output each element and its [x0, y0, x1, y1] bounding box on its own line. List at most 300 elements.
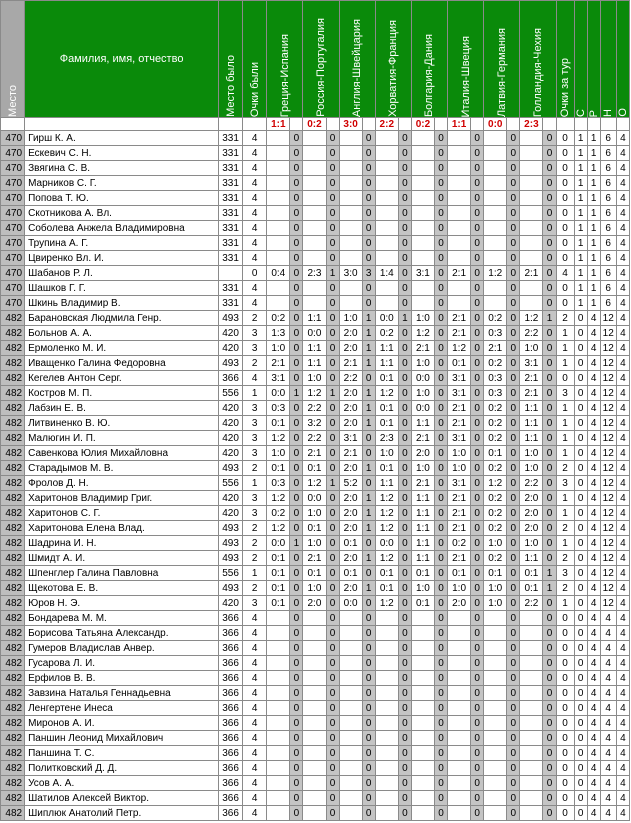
prediction-points-cell: 0	[543, 716, 556, 731]
n-cell: 4	[600, 671, 616, 686]
name-cell: Шадрина И. Н.	[25, 536, 219, 551]
prediction-points-cell: 0	[326, 191, 339, 206]
prediction-cell: 2:3	[303, 266, 326, 281]
prediction-cell: 1:0	[484, 536, 507, 551]
prediction-points-cell: 0	[434, 266, 447, 281]
n-cell: 4	[600, 776, 616, 791]
c-cell: 0	[574, 611, 587, 626]
tour-points-cell: 2	[556, 521, 574, 536]
prev-points-cell: 3	[243, 326, 267, 341]
prediction-cell	[375, 731, 398, 746]
prediction-cell	[520, 701, 543, 716]
prediction-points-cell: 0	[543, 791, 556, 806]
prediction-points-cell: 0	[471, 416, 484, 431]
prediction-cell: 1:0	[375, 446, 398, 461]
prediction-cell	[520, 191, 543, 206]
prediction-points-cell: 0	[434, 296, 447, 311]
prediction-cell: 0:1	[375, 371, 398, 386]
prediction-cell: 2:1	[448, 266, 471, 281]
tour-points-cell: 0	[556, 701, 574, 716]
prediction-points-cell: 0	[471, 536, 484, 551]
prediction-points-cell: 0	[326, 356, 339, 371]
prediction-cell	[267, 131, 290, 146]
prediction-points-cell: 0	[507, 611, 520, 626]
prediction-cell	[339, 806, 362, 821]
prediction-cell	[339, 686, 362, 701]
prediction-cell	[267, 656, 290, 671]
prediction-points-cell: 0	[362, 626, 375, 641]
prev-place-cell: 331	[219, 191, 243, 206]
prediction-cell: 2:1	[484, 341, 507, 356]
r-cell: 1	[587, 191, 600, 206]
prediction-cell: 3:2	[303, 416, 326, 431]
prediction-points-cell: 0	[543, 641, 556, 656]
r-cell: 1	[587, 131, 600, 146]
prediction-points-cell: 0	[543, 221, 556, 236]
r-cell: 1	[587, 161, 600, 176]
prediction-points-cell: 0	[507, 221, 520, 236]
prediction-points-cell: 0	[507, 686, 520, 701]
prediction-points-cell: 0	[326, 656, 339, 671]
prediction-points-cell: 0	[434, 671, 447, 686]
table-row	[1, 701, 630, 716]
prediction-cell: 1:2	[375, 506, 398, 521]
prediction-points-cell: 0	[290, 491, 303, 506]
prediction-cell: 2:1	[339, 356, 362, 371]
prediction-cell	[375, 251, 398, 266]
c-cell: 0	[574, 581, 587, 596]
prediction-points-cell: 0	[471, 446, 484, 461]
prediction-cell: 3:0	[339, 266, 362, 281]
prev-points-cell: 4	[243, 806, 267, 821]
name-cell: Попова Т. Ю.	[25, 191, 219, 206]
prediction-points-cell: 0	[507, 191, 520, 206]
r-cell: 4	[587, 731, 600, 746]
prediction-points-cell: 0	[290, 371, 303, 386]
prediction-points-cell: 0	[290, 206, 303, 221]
prediction-cell: 2:0	[339, 326, 362, 341]
prediction-points-cell: 0	[471, 761, 484, 776]
r-cell: 4	[587, 551, 600, 566]
prev-points-cell: 4	[243, 761, 267, 776]
r-cell: 1	[587, 206, 600, 221]
prev-points-cell: 2	[243, 551, 267, 566]
header-name: Фамилия, имя, отчество	[25, 1, 219, 118]
tour-points-cell: 1	[556, 491, 574, 506]
n-cell: 4	[600, 656, 616, 671]
prediction-cell: 2:1	[448, 311, 471, 326]
prev-points-cell: 4	[243, 131, 267, 146]
prediction-points-cell: 0	[362, 806, 375, 821]
prediction-points-cell: 0	[326, 596, 339, 611]
place-cell: 482	[1, 341, 25, 356]
name-cell: Паншин Леонид Михайлович	[25, 731, 219, 746]
place-cell: 482	[1, 566, 25, 581]
prediction-cell: 2:1	[448, 326, 471, 341]
prediction-points-cell: 0	[434, 191, 447, 206]
prediction-points-cell: 0	[507, 746, 520, 761]
blank-cell	[1, 118, 25, 131]
o-cell: 4	[616, 281, 629, 296]
prediction-cell	[484, 206, 507, 221]
prediction-points-cell: 0	[471, 401, 484, 416]
prediction-cell	[267, 791, 290, 806]
prediction-cell	[267, 221, 290, 236]
prediction-points-cell: 0	[290, 626, 303, 641]
prediction-cell	[411, 746, 434, 761]
prediction-cell	[267, 776, 290, 791]
o-cell: 4	[616, 641, 629, 656]
name-cell: Шашков Г. Г.	[25, 281, 219, 296]
prediction-cell	[267, 206, 290, 221]
prediction-cell: 0:1	[267, 566, 290, 581]
prediction-cell	[411, 296, 434, 311]
header-o: О	[616, 1, 629, 118]
prediction-points-cell: 0	[362, 731, 375, 746]
prediction-points-cell: 0	[434, 326, 447, 341]
prediction-points-cell: 0	[471, 656, 484, 671]
table-row	[1, 371, 630, 386]
prediction-cell: 1:0	[303, 536, 326, 551]
prediction-points-cell: 0	[398, 176, 411, 191]
prediction-points-cell: 0	[326, 236, 339, 251]
prediction-points-cell: 0	[543, 731, 556, 746]
tour-points-cell: 0	[556, 626, 574, 641]
prediction-cell: 0:0	[411, 371, 434, 386]
prediction-points-cell: 0	[398, 401, 411, 416]
prediction-cell	[411, 221, 434, 236]
place-cell: 482	[1, 311, 25, 326]
prediction-cell: 2:0	[339, 581, 362, 596]
prediction-cell: 2:2	[520, 596, 543, 611]
prediction-points-cell: 0	[434, 806, 447, 821]
prediction-points-cell: 0	[543, 191, 556, 206]
prediction-points-cell: 0	[434, 236, 447, 251]
o-cell: 4	[616, 686, 629, 701]
header-place: Место	[1, 1, 25, 118]
prediction-cell: 1:1	[520, 551, 543, 566]
table-row	[1, 176, 630, 191]
prediction-points-cell: 0	[543, 296, 556, 311]
prediction-cell	[339, 221, 362, 236]
header-match-6: Италия-Швеция	[448, 1, 484, 118]
r-cell: 1	[587, 266, 600, 281]
prediction-points-cell: 0	[471, 791, 484, 806]
prediction-points-cell: 0	[471, 671, 484, 686]
tour-points-cell: 0	[556, 776, 574, 791]
prediction-points-cell: 0	[326, 536, 339, 551]
prediction-cell: 5:2	[339, 476, 362, 491]
prediction-cell	[520, 131, 543, 146]
prev-place-cell: 366	[219, 371, 243, 386]
prediction-cell	[484, 776, 507, 791]
c-cell: 0	[574, 461, 587, 476]
prediction-points-cell: 0	[434, 761, 447, 776]
prediction-cell	[339, 176, 362, 191]
prediction-points-cell: 0	[434, 776, 447, 791]
place-cell: 482	[1, 356, 25, 371]
n-cell: 12	[600, 551, 616, 566]
prediction-cell	[484, 221, 507, 236]
prediction-cell: 0:1	[448, 566, 471, 581]
prediction-points-cell: 0	[434, 611, 447, 626]
table-row	[1, 386, 630, 401]
r-cell: 1	[587, 281, 600, 296]
prediction-cell: 2:0	[339, 461, 362, 476]
prediction-cell	[411, 161, 434, 176]
prediction-points-cell: 1	[362, 581, 375, 596]
prediction-points-cell: 0	[398, 506, 411, 521]
prediction-cell	[375, 176, 398, 191]
prev-place-cell: 420	[219, 401, 243, 416]
table-row	[1, 731, 630, 746]
prediction-cell: 0:1	[339, 536, 362, 551]
prediction-points-cell: 0	[362, 236, 375, 251]
prediction-cell: 1:0	[339, 311, 362, 326]
prediction-cell: 1:0	[411, 356, 434, 371]
prediction-cell	[520, 641, 543, 656]
prediction-cell: 1:0	[411, 461, 434, 476]
prediction-points-cell: 0	[507, 146, 520, 161]
prediction-cell: 2:1	[448, 521, 471, 536]
prediction-cell	[448, 701, 471, 716]
prediction-points-cell: 0	[543, 506, 556, 521]
prediction-cell	[448, 251, 471, 266]
prev-place-cell: 420	[219, 326, 243, 341]
prediction-points-cell: 0	[398, 641, 411, 656]
place-cell: 482	[1, 731, 25, 746]
prediction-points-cell: 0	[362, 686, 375, 701]
r-cell: 1	[587, 146, 600, 161]
prediction-cell: 2:1	[448, 401, 471, 416]
table-row	[1, 686, 630, 701]
prediction-cell	[303, 776, 326, 791]
prediction-points-cell: 0	[543, 701, 556, 716]
prediction-points-cell: 0	[326, 641, 339, 656]
prediction-cell: 1:1	[520, 401, 543, 416]
c-cell: 1	[574, 266, 587, 281]
prediction-cell	[411, 146, 434, 161]
prediction-cell: 0:3	[484, 386, 507, 401]
prediction-cell	[484, 626, 507, 641]
prediction-points-cell: 0	[398, 191, 411, 206]
prediction-points-cell: 0	[434, 206, 447, 221]
prev-points-cell: 0	[243, 266, 267, 281]
o-cell: 4	[616, 341, 629, 356]
header-tour-points: Очки за тур	[556, 1, 574, 118]
prediction-points-cell: 0	[326, 611, 339, 626]
prediction-cell	[520, 146, 543, 161]
prediction-points-cell: 0	[362, 716, 375, 731]
c-cell: 0	[574, 626, 587, 641]
prediction-points-cell: 0	[507, 791, 520, 806]
prediction-cell	[339, 236, 362, 251]
prediction-points-cell: 0	[507, 431, 520, 446]
prediction-cell: 3:1	[448, 476, 471, 491]
prediction-points-cell: 0	[398, 131, 411, 146]
prediction-cell: 3:1	[267, 371, 290, 386]
prediction-cell	[339, 626, 362, 641]
tour-points-cell: 0	[556, 746, 574, 761]
header-n: Н	[600, 1, 616, 118]
prediction-cell	[375, 296, 398, 311]
header-c: С	[574, 1, 587, 118]
place-cell: 482	[1, 641, 25, 656]
prediction-points-cell: 0	[290, 131, 303, 146]
prediction-points-cell: 0	[362, 446, 375, 461]
name-cell: Бондарева М. М.	[25, 611, 219, 626]
place-cell: 482	[1, 716, 25, 731]
prediction-points-cell: 0	[290, 461, 303, 476]
name-cell: Литвиненко В. Ю.	[25, 416, 219, 431]
prediction-cell	[411, 176, 434, 191]
r-cell: 4	[587, 341, 600, 356]
prediction-cell	[520, 161, 543, 176]
prev-points-cell: 4	[243, 701, 267, 716]
o-cell: 4	[616, 671, 629, 686]
prediction-points-cell: 0	[471, 701, 484, 716]
prediction-points-cell: 0	[543, 806, 556, 821]
place-cell: 470	[1, 296, 25, 311]
table-row	[1, 131, 630, 146]
prediction-points-cell: 0	[543, 356, 556, 371]
place-cell: 470	[1, 266, 25, 281]
r-cell: 1	[587, 221, 600, 236]
prediction-cell	[303, 236, 326, 251]
prediction-points-cell: 0	[362, 176, 375, 191]
c-cell: 1	[574, 191, 587, 206]
name-cell: Цвиренко Вл. И.	[25, 251, 219, 266]
prev-points-cell: 4	[243, 671, 267, 686]
prediction-points-cell: 0	[326, 401, 339, 416]
prediction-cell: 1:0	[448, 581, 471, 596]
prediction-cell: 2:1	[448, 551, 471, 566]
prediction-points-cell: 0	[434, 581, 447, 596]
c-cell: 1	[574, 221, 587, 236]
n-cell: 4	[600, 701, 616, 716]
place-cell: 482	[1, 686, 25, 701]
prediction-cell: 1:0	[303, 371, 326, 386]
prediction-cell: 1:0	[484, 596, 507, 611]
prediction-cell	[375, 206, 398, 221]
prediction-points-cell: 0	[507, 206, 520, 221]
prediction-cell	[411, 701, 434, 716]
blank-cell	[587, 118, 600, 131]
prev-points-cell: 4	[243, 191, 267, 206]
place-cell: 470	[1, 191, 25, 206]
place-cell: 470	[1, 236, 25, 251]
o-cell: 4	[616, 386, 629, 401]
prediction-cell: 2:1	[303, 551, 326, 566]
prediction-cell: 1:1	[520, 416, 543, 431]
prediction-points-cell: 0	[290, 296, 303, 311]
name-cell: Гусарова Л. И.	[25, 656, 219, 671]
header-prev-points: Очки были	[243, 1, 267, 118]
prediction-points-cell: 0	[471, 641, 484, 656]
o-cell: 4	[616, 596, 629, 611]
prediction-points-cell: 0	[326, 791, 339, 806]
c-cell: 0	[574, 806, 587, 821]
prediction-cell	[267, 191, 290, 206]
name-cell: Завзина Наталья Геннадьевна	[25, 686, 219, 701]
prediction-points-cell: 0	[434, 161, 447, 176]
prediction-cell	[267, 176, 290, 191]
prev-points-cell: 4	[243, 251, 267, 266]
c-cell: 0	[574, 731, 587, 746]
prediction-cell: 0:0	[375, 311, 398, 326]
prediction-cell	[448, 236, 471, 251]
c-cell: 0	[574, 491, 587, 506]
o-cell: 4	[616, 566, 629, 581]
prediction-points-cell: 0	[326, 761, 339, 776]
prediction-points-cell: 1	[543, 566, 556, 581]
prediction-cell: 2:0	[520, 521, 543, 536]
n-cell: 6	[600, 176, 616, 191]
prediction-points-cell: 0	[471, 551, 484, 566]
o-cell: 4	[616, 581, 629, 596]
prediction-points-cell: 0	[398, 461, 411, 476]
prediction-cell	[411, 671, 434, 686]
prediction-points-cell: 0	[326, 161, 339, 176]
prediction-points-cell: 0	[398, 596, 411, 611]
prediction-cell: 1:0	[484, 581, 507, 596]
blank-cell	[471, 118, 484, 131]
prediction-points-cell: 0	[326, 806, 339, 821]
prediction-points-cell: 0	[471, 776, 484, 791]
c-cell: 0	[574, 401, 587, 416]
prediction-points-cell: 0	[398, 221, 411, 236]
prediction-points-cell: 0	[290, 356, 303, 371]
prediction-cell: 0:2	[484, 461, 507, 476]
prediction-points-cell: 0	[326, 296, 339, 311]
prediction-points-cell: 0	[471, 236, 484, 251]
prediction-points-cell: 0	[543, 461, 556, 476]
prediction-cell	[520, 806, 543, 821]
prediction-points-cell: 0	[362, 566, 375, 581]
place-cell: 482	[1, 806, 25, 821]
blank-cell	[398, 118, 411, 131]
prediction-cell	[267, 611, 290, 626]
prediction-cell	[484, 746, 507, 761]
prediction-cell: 0:1	[448, 356, 471, 371]
prediction-points-cell: 0	[471, 386, 484, 401]
prediction-points-cell: 0	[471, 461, 484, 476]
tour-points-cell: 0	[556, 761, 574, 776]
prev-points-cell: 4	[243, 281, 267, 296]
prediction-cell	[520, 656, 543, 671]
prediction-cell: 0:2	[448, 536, 471, 551]
prediction-cell	[411, 761, 434, 776]
prediction-points-cell: 0	[362, 671, 375, 686]
prediction-cell	[448, 671, 471, 686]
o-cell: 4	[616, 491, 629, 506]
prev-points-cell: 2	[243, 536, 267, 551]
place-cell: 482	[1, 551, 25, 566]
r-cell: 4	[587, 506, 600, 521]
prediction-points-cell: 1	[290, 386, 303, 401]
prediction-points-cell: 0	[398, 806, 411, 821]
prediction-cell	[375, 776, 398, 791]
tour-points-cell: 0	[556, 641, 574, 656]
prediction-points-cell: 0	[507, 521, 520, 536]
prediction-cell	[339, 251, 362, 266]
prediction-cell: 2:1	[520, 371, 543, 386]
prediction-points-cell: 0	[398, 581, 411, 596]
prediction-points-cell: 1	[326, 476, 339, 491]
o-cell: 4	[616, 326, 629, 341]
prediction-points-cell: 0	[434, 506, 447, 521]
prediction-points-cell: 0	[398, 716, 411, 731]
